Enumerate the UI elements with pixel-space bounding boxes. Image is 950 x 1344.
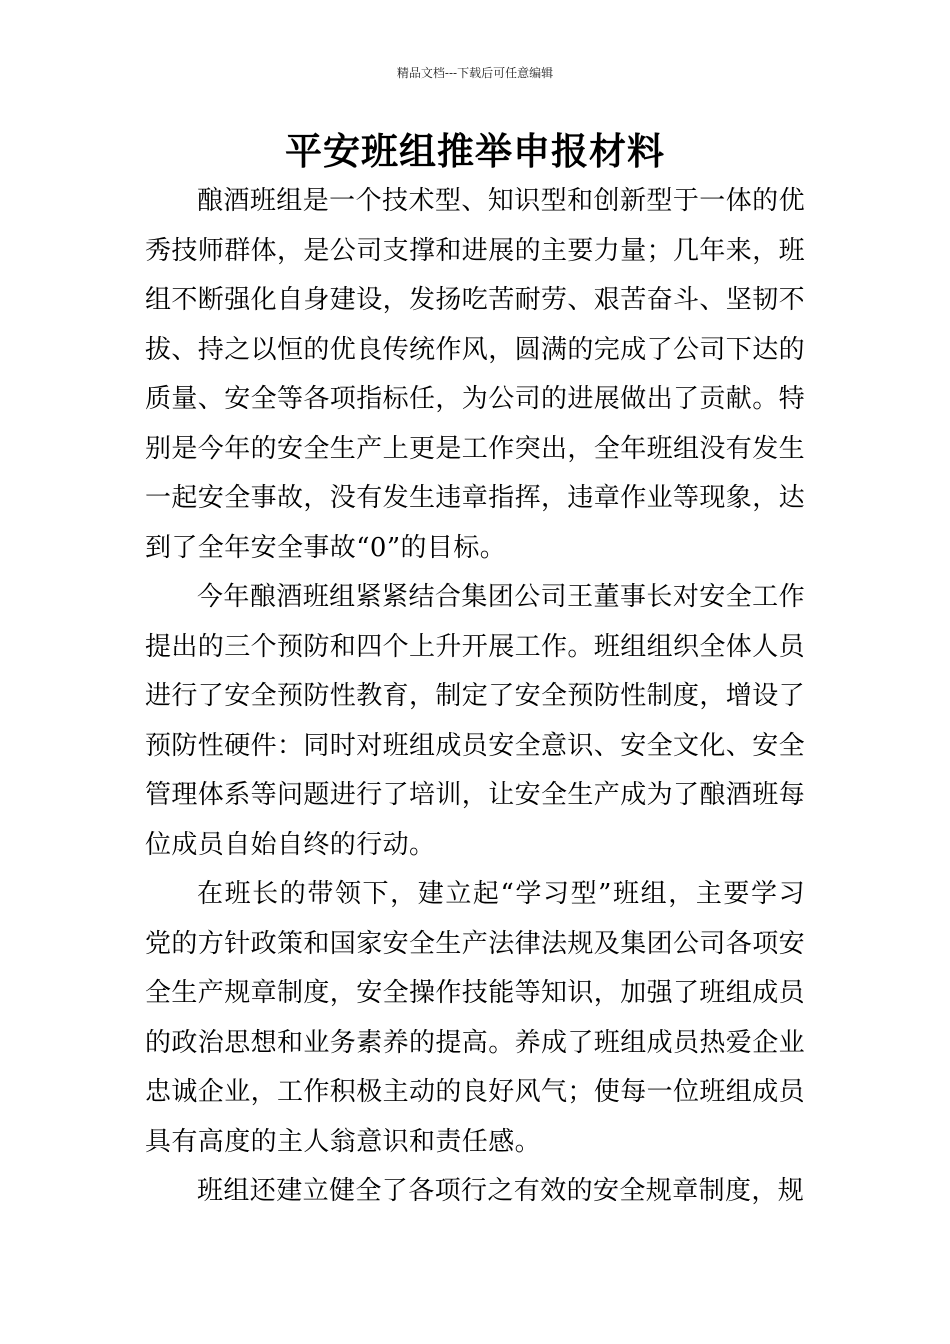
paragraph-2: 今年酿酒班组紧紧结合集团公司王董事长对安全工作提出的三个预防和四个上升开展工作。班组组织全体人员进行了安全预防性教育，制定了安全预防性制度，增设了预防性硬件：同时对班组成员安全意识、安全文化、安全管理体系等问题进行了培训，让安全生产成为了酿酒班每位成员自始自终的行动。	[145, 582, 806, 860]
paragraph-3: 在班长的带领下，建立起“学习型”班组，主要学习党的方针政策和国家安全生产法律法规及集团公司各项安全生产规章制度，安全操作技能等知识，加强了班组成员的政治思想和业务素养的提高。养成了班组成员热爱企业忠诚企业，工作积极主动的良好风气；使每一位班组成员具有高度的主人翁意识和责任感。	[145, 879, 806, 1157]
document-header-note: 精品文档---下载后可任意编辑	[396, 66, 554, 80]
paragraph-1: 酿酒班组是一个技术型、知识型和创新型于一体的优秀技师群体，是公司支撑和进展的主要力量；几年来，班组不断强化自身建设，发扬吃苦耐劳、艰苦奋斗、坚韧不拔、持之以恒的优良传统作风，圆满的完成了公司下达的质量、安全等各项指标任，为公司的进展做出了贡献。特别是今年的安全生产上更是工作突出，全年班组没有发生一起安全事故，没有发生违章指挥，违章作业等现象，达到了全年安全事故“0”的目标。	[145, 186, 806, 563]
document-body	[145, 177, 805, 1217]
paragraph-4: 班组还建立健全了各项行之有效的安全规章制度，规	[197, 1176, 805, 1206]
document-title: 平安班组推举申报材料	[285, 129, 665, 173]
